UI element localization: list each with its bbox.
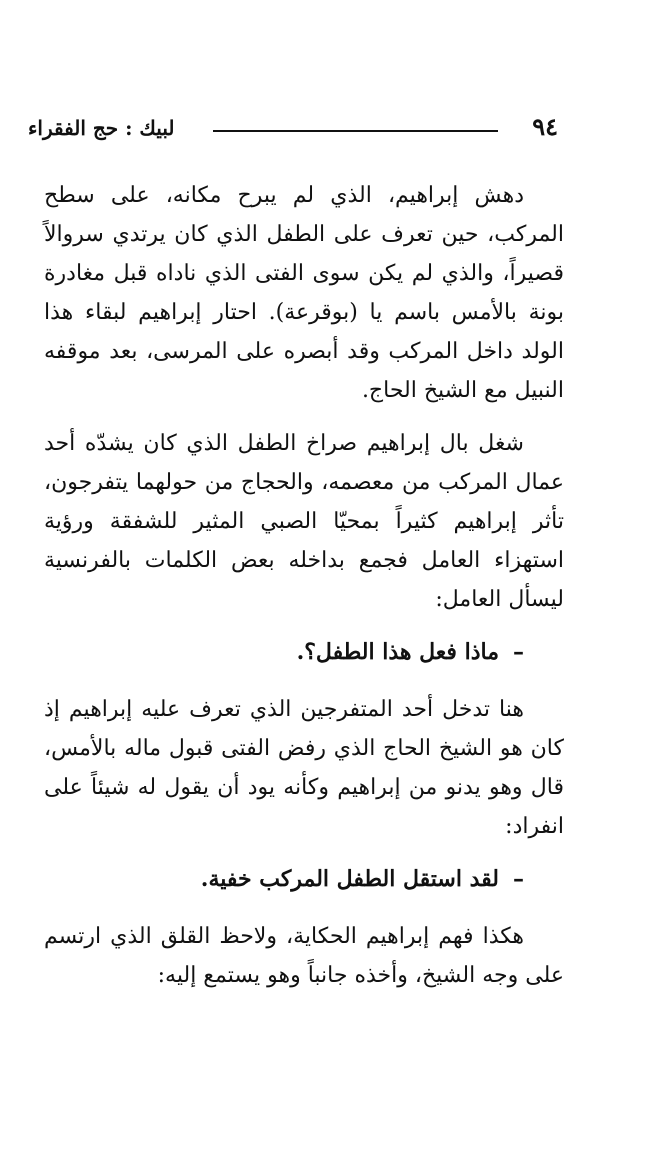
header-rule: [213, 130, 498, 132]
paragraph-3: هنا تدخل أحد المتفرجين الذي تعرف عليه إبراهيم إذ كان هو الشيخ الحاج الذي رفض الفتى قبول ماله بالأمس، قال وهو يدنو من إبراهيم وكأنه يود أن يقول له شيئاً على انفراد:: [44, 697, 564, 839]
dialogue-line-2: [44, 860, 564, 899]
dialogue-text: لقد استقل الطفل المركب خفية.: [200, 866, 499, 892]
paragraph-4: هكذا فهم إبراهيم الحكاية، ولاحظ القلق الذي ارتسم على وجه الشيخ، وأخذه جانباً وهو يستمع إليه:: [44, 924, 564, 988]
page-header: [28, 112, 558, 148]
running-title: لبيك : حج الفقراء: [28, 116, 175, 140]
dialogue-text: ماذا فعل هذا الطفل؟.: [296, 639, 499, 665]
paragraph-2: شغل بال إبراهيم صراخ الطفل الذي كان يشدّه أحد عمال المركب من معصمه، والحجاج من حولهما يتفرجون، تأثر إبراهيم كثيراً بمحيّا الصبي المثير للشفقة ورؤية استهزاء العامل فجمع بداخله بعض الكلمات بالفرنسية ليسأل العامل:: [44, 431, 564, 612]
dialogue-dash: –: [513, 639, 524, 665]
dialogue-line-1: [44, 633, 564, 672]
dialogue-dash: –: [513, 866, 524, 892]
body-text: [44, 176, 564, 1009]
page-number: ٩٤: [532, 112, 558, 141]
paragraph-1: دهش إبراهيم، الذي لم يبرح مكانه، على سطح المركب، حين تعرف على الطفل الذي كان يرتدي سروالاً قصيراً، والذي لم يكن سوى الفتى الذي ناداه قبل مغادرة بونة بالأمس باسم يا (بوقرعة). احتار إبراهيم لبقاء هذا الولد داخل المركب وقد أبصره على المرسى، بعد موقفه النبيل مع الشيخ الحاج.: [44, 183, 564, 403]
